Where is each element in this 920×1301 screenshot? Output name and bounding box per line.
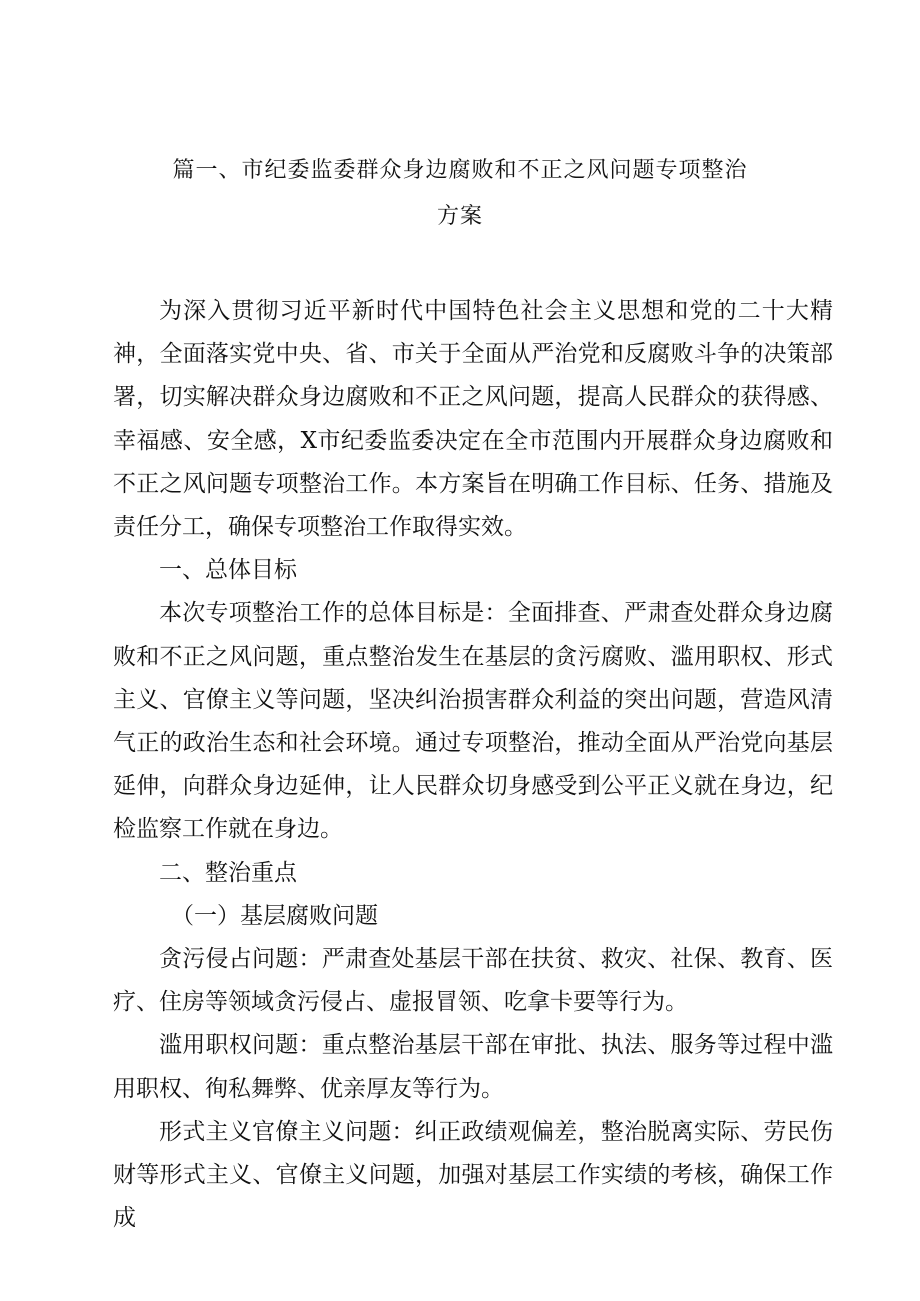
subsection-heading-1: （一）基层腐败问题 xyxy=(171,902,378,929)
abuse-of-power-paragraph: 滥用职权问题：重点整治基层干部在审批、执法、服务等过程中滥用职权、徇私舞弊、优亲厚友等行为。 xyxy=(113,1032,833,1102)
document-title-line-2: 方案 xyxy=(436,204,483,229)
document-body xyxy=(113,290,833,1240)
section-heading-2: 二、整治重点 xyxy=(159,859,297,886)
section-heading-1: 一、总体目标 xyxy=(159,557,297,584)
intro-paragraph: 为深入贯彻习近平新时代中国特色社会主义思想和党的二十大精神，全面落实党中央、省、市关于全面从严治党和反腐败斗争的决策部署，切实解决群众身边腐败和不正之风问题，提高人民群众的获得感、幸福感、安全感，X市纪委监委决定在全市范围内开展群众身边腐败和不正之风问题专项整治工作。本方案旨在明确工作目标、任务、措施及责任分工，确保专项整治工作取得实效。 xyxy=(113,298,833,541)
goal-paragraph: 本次专项整治工作的总体目标是：全面排查、严肃查处群众身边腐败和不正之风问题，重点整治发生在基层的贪污腐败、滥用职权、形式主义、官僚主义等问题，坚决纠治损害群众利益的突出问题，营造风清气正的政治生态和社会环境。通过专项整治，推动全面从严治党向基层延伸，向群众身边延伸，让人民群众切身感受到公平正义就在身边，纪检监察工作就在身边。 xyxy=(113,600,833,843)
document-title-line-1: 篇一、市纪委监委群众身边腐败和不正之风问题专项整治 xyxy=(172,158,748,183)
formalism-paragraph: 形式主义官僚主义问题：纠正政绩观偏差，整治脱离实际、劳民伤财等形式主义、官僚主义问题，加强对基层工作实绩的考核，确保工作成 xyxy=(113,1118,833,1232)
embezzlement-paragraph: 贪污侵占问题：严肃查处基层干部在扶贫、救灾、社保、教育、医疗、住房等领域贪污侵占、虚报冒领、吃拿卡要等行为。 xyxy=(113,946,833,1016)
